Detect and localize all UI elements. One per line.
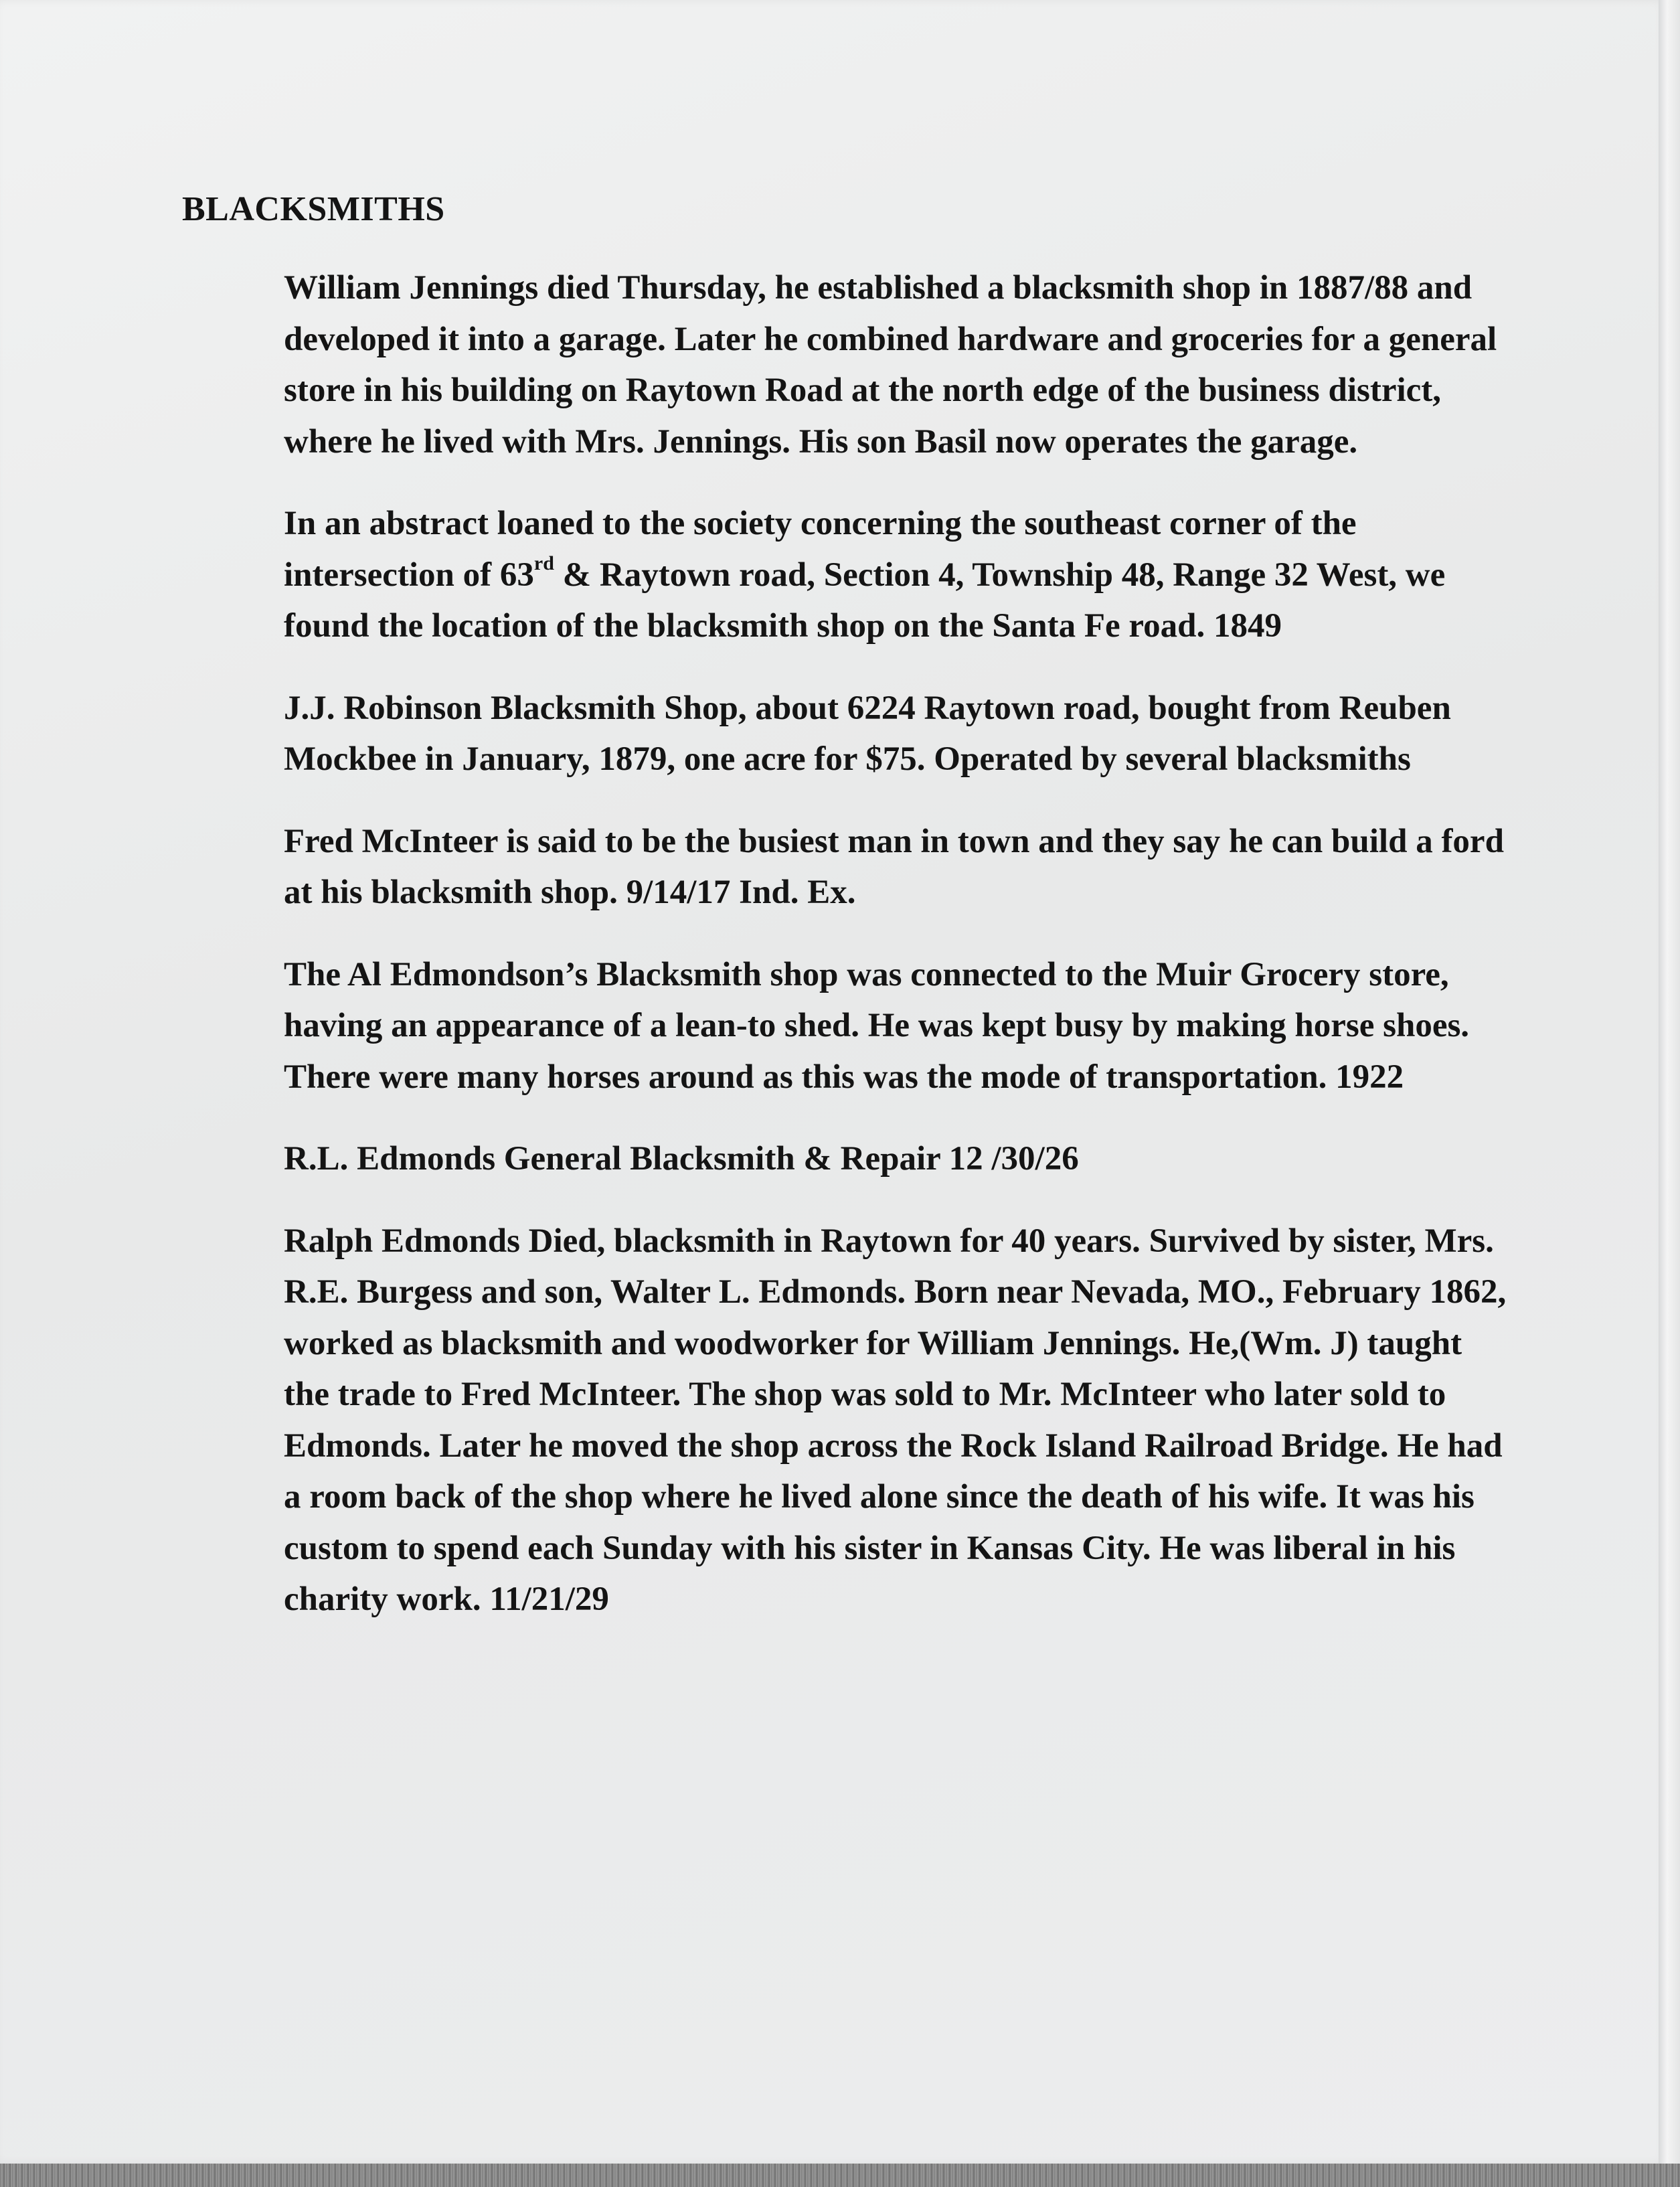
entry-abstract-1849 <box>284 498 1509 652</box>
entry-text-part: & Raytown road, Section 4, Township 48, Range 32 West, we found the location of the blacksmith shop on the Santa Fe road. 1849 <box>284 556 1446 645</box>
ordinal-superscript: rd <box>533 552 554 574</box>
entry-al-edmondson: The Al Edmondson’s Blacksmith shop was connected to the Muir Grocery store, having an appearance of a lean-to shed. He was kept busy by making horse shoes. There were many horses around as this was the mode of transportation. 1922 <box>284 955 1470 1096</box>
entry-text-part: In an abstract loaned to the society concerning the southeast corner of the intersection of 63 <box>284 505 1357 594</box>
page-edge-bottom <box>0 2164 1680 2187</box>
entries-list <box>284 262 1509 1656</box>
entry-jj-robinson: J.J. Robinson Blacksmith Shop, about 6224 Raytown road, bought from Reuben Mockbee in January, 1879, one acre for $75. Operated by several blacksmiths <box>284 689 1451 778</box>
page-edge-right <box>1659 0 1680 2187</box>
entry-rl-edmonds: R.L. Edmonds General Blacksmith & Repair 12 /30/26 <box>284 1140 1079 1178</box>
entry-fred-mcinteer: Fred McInteer is said to be the busiest man in town and they say he can build a ford at his blacksmith shop. 9/14/17 Ind. Ex. <box>284 822 1504 911</box>
entry-william-jennings: William Jennings died Thursday, he established a blacksmith shop in 1887/88 and developed it into a garage. Later he combined hardware and groceries for a general store in his building on Raytown Road at the north edge of the business district, where he lived with Mrs. Jennings. His son Basil now operates the garage. <box>284 269 1497 461</box>
page-title: BLACKSMITHS <box>182 190 445 228</box>
entry-ralph-edmonds: Ralph Edmonds Died, blacksmith in Raytown for 40 years. Survived by sister, Mrs. R.E. Burgess and son, Walter L. Edmonds. Born near Nevada, MO., February 1862, worked as blacksmith and woodworker for William Jennings. He,(Wm. J) taught the trade to Fred McInteer. The shop was sold to Mr. McInteer who later sold to Edmonds. Later he moved the shop across the Rock Island Railroad Bridge. He had a room back of the shop where he lived alone since the death of his wife. It was his custom to spend each Sunday with his sister in Kansas City. He was liberal in his charity work. 11/21/29 <box>284 1222 1507 1618</box>
